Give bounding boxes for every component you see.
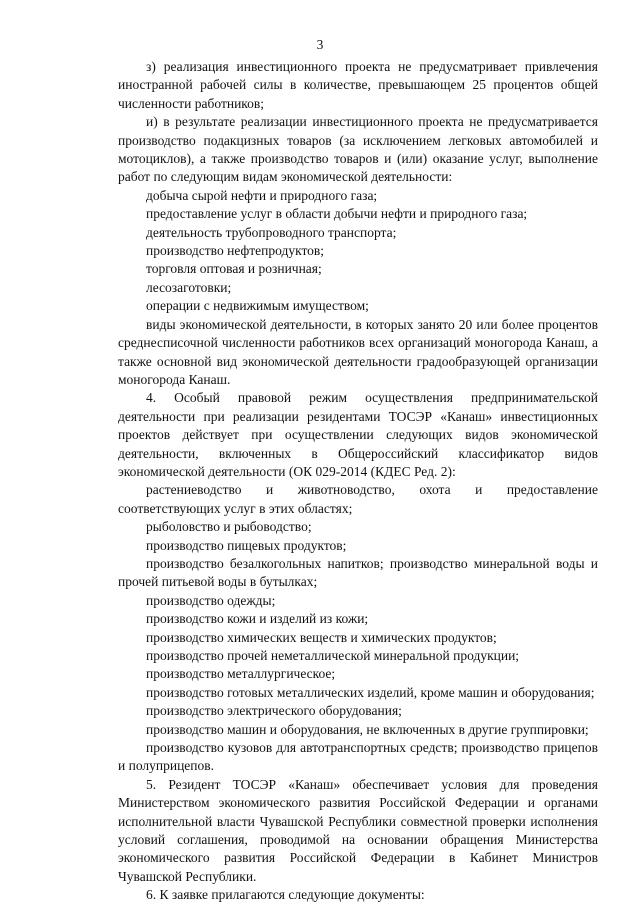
paragraph: производство машин и оборудования, не включенных в другие группировки; [146, 721, 589, 737]
paragraph: производство нефтепродуктов; [146, 243, 325, 259]
paragraph: рыболовство и рыбоводство; [146, 519, 312, 535]
paragraph: добыча сырой нефти и природного газа; [146, 187, 378, 203]
paragraph: операции с недвижимым имуществом; [146, 298, 369, 314]
paragraph: 4. Особый правовой режим осуществления предпринимательской деятельности при реализации резидентами ТОСЭР «Канаш» инвестиционных проектов действует при осуществлении следующих видов экономической деятельности, включенных в Общероссийский классификатор видов экономической деятельности (ОК 029-2014 (КДЕС Ред. 2): [118, 390, 598, 479]
paragraph: растениеводство и животноводство, охота и предоставление соответствующих услуг в этих областях; [118, 482, 598, 516]
paragraph: производство металлургическое; [146, 666, 336, 682]
paragraph: деятельность трубопроводного транспорта; [146, 224, 397, 240]
paragraph: и) в результате реализации инвестиционного проекта не предусматривается производство подакцизных товаров (за исключением легковых автомобилей и мотоциклов), а также производство товаров и (или) оказание услуг, выполнение работ по следующим видам экономической деятельности: [118, 114, 598, 185]
document-body [118, 58, 598, 905]
paragraph: производство прочей неметаллической минеральной продукции; [146, 648, 520, 663]
paragraph: производство готовых металлических изделий, кроме машин и оборудования; [146, 684, 595, 700]
paragraph: предоставление услуг в области добычи нефти и природного газа; [146, 206, 528, 222]
paragraph: производство электрического оборудования; [146, 703, 402, 719]
paragraph: производство безалкогольных напитков; производство минеральной воды и прочей питьевой воды в бутылках; [118, 555, 598, 590]
paragraph: производство кузовов для автотранспортных средств; производство прицепов и полуприцепов. [118, 740, 598, 774]
paragraph: 6. К заявке прилагаются следующие документы: [146, 887, 425, 903]
paragraph: производство кожи и изделий из кожи; [146, 611, 369, 627]
paragraph: з) реализация инвестиционного проекта не предусматривает привлечения иностранной рабочей силы в количестве, превышающем 25 процентов общей численности работников; [118, 59, 598, 111]
paragraph: 5. Резидент ТОСЭР «Канаш» обеспечивает условия для проведения Министерством экономического развития Российской Федерации и органами исполнительной власти Чувашской Республики совместной проверки исполнения условий соглашения, проводимой на основании обращения Министерства экономического развития Российской Федерации в Кабинет Министров Чувашской Республики. [118, 776, 598, 884]
paragraph: производство пищевых продуктов; [146, 537, 347, 553]
paragraph: торговля оптовая и розничная; [146, 261, 322, 277]
paragraph: производство химических веществ и химических продуктов; [146, 629, 497, 645]
paragraph: лесозаготовки; [146, 279, 232, 295]
paragraph: виды экономической деятельности, в которых занято 20 или более процентов среднесписочной численности работников всех организаций моногорода Канаш, а также основной вид экономической деятельности градообразующей организации моногорода Канаш. [118, 316, 598, 387]
page-number: 3 [316, 37, 324, 52]
paragraph: производство одежды; [146, 592, 276, 608]
